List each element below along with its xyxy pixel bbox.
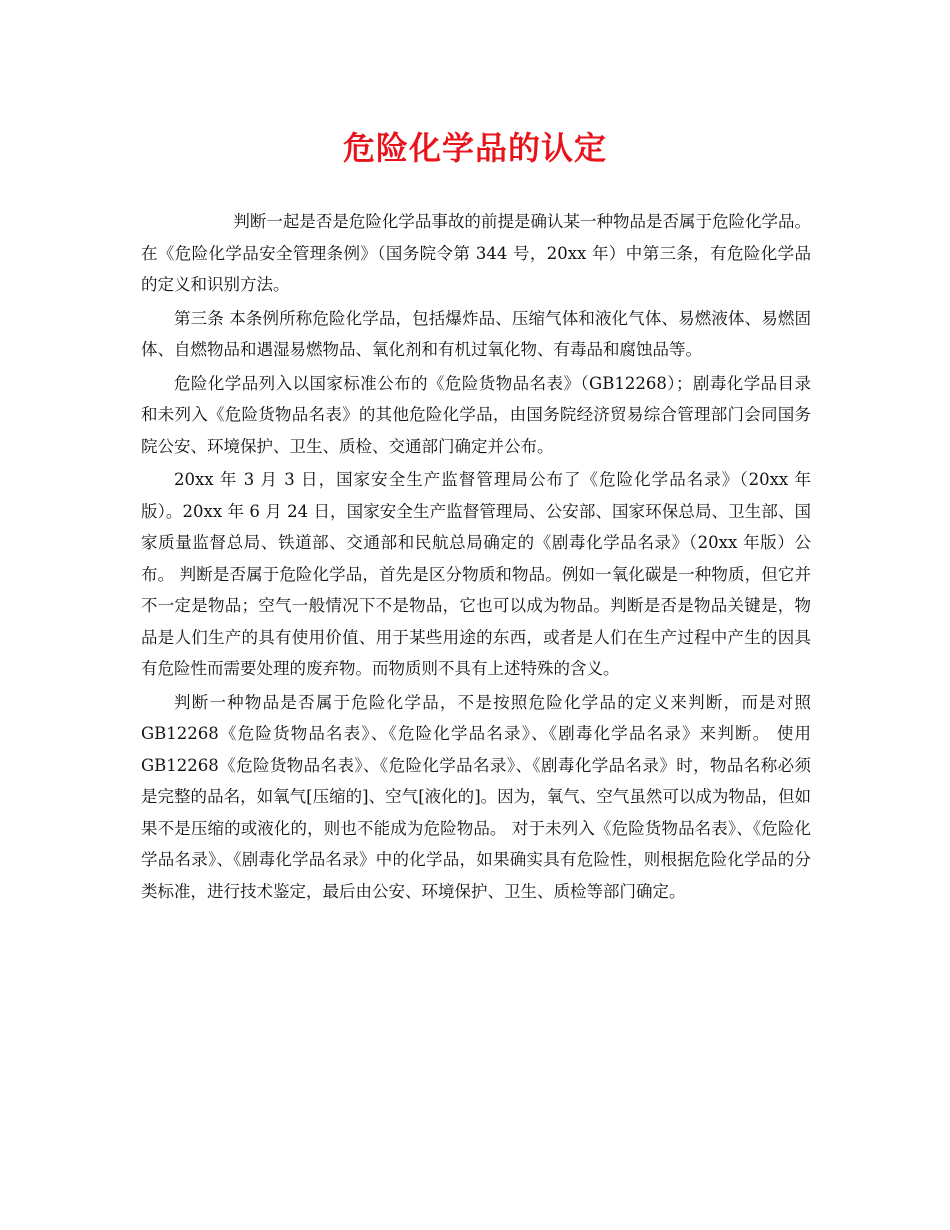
paragraph-2: 第三条 本条例所称危险化学品，包括爆炸品、压缩气体和液化气体、易燃液体、易燃固体、自燃物品和遇湿易燃物品、氧化剂和有机过氧化物、有毒品和腐蚀品等。 — [141, 308, 811, 359]
document-body — [141, 206, 811, 909]
paragraph-5: 判断一种物品是否属于危险化学品，不是按照危险化学品的定义来判断，而是对照 GB12268《危险货物品名表》、《危险化学品名录》、《剧毒化学品名录》来判断。 使用 GB12268《危险货物品名表》、《危险化学品名录》、《剧毒化学品名录》时，物品名称必须是完整的品名，如氧气[压缩的]、空气[液化的]。因为，氧气、空气虽然可以成为物品，但如果不是压缩的或液化的，则也不能成为危险物品。 对于未列入《危险货物品名表》、《危险化学品名录》、《剧毒化学品名录》中的化学品，如果确实具有危险性，则根据危险化学品的分类标准，进行技术鉴定，最后由公安、环境保护、卫生、质检等部门确定。 — [141, 692, 811, 901]
paragraph-3: 危险化学品列入以国家标准公布的《危险货物品名表》（GB12268）；剧毒化学品目录和未列入《危险货物品名表》的其他危险化学品，由国务院经济贸易综合管理部门会同国务院公安、环境保护、卫生、质检、交通部门确定并公布。 — [141, 373, 811, 456]
paragraph-4: 20xx 年 3 月 3 日，国家安全生产监督管理局公布了《危险化学品名录》（20xx 年版）。20xx 年 6 月 24 日，国家安全生产监督管理局、公安部、国家环保总局、卫生部、国家质量监督总局、铁道部、交通部和民航总局确定的《剧毒化学品名录》（20xx 年版）公布。 判断是否属于危险化学品，首先是区分物质和物品。例如一氧化碳是一种物质，但它并不一定是物品；空气一般情况下不是物品，它也可以成为物品。判断是否是物品关键是，物品是人们生产的具有使用价值、用于某些用途的东西，或者是人们在生产过程中产生的因具有危险性而需要处理的废弃物。而物质则不具有上述特殊的含义。 — [141, 470, 811, 678]
paragraph-1: 判断一起是否是危险化学品事故的前提是确认某一种物品是否属于危险化学品。在《危险化学品安全管理条例》（国务院令第 344 号，20xx 年）中第三条，有危险化学品的定义和识别方法。 — [141, 212, 811, 294]
document-title: 危险化学品的认定 — [342, 129, 607, 167]
